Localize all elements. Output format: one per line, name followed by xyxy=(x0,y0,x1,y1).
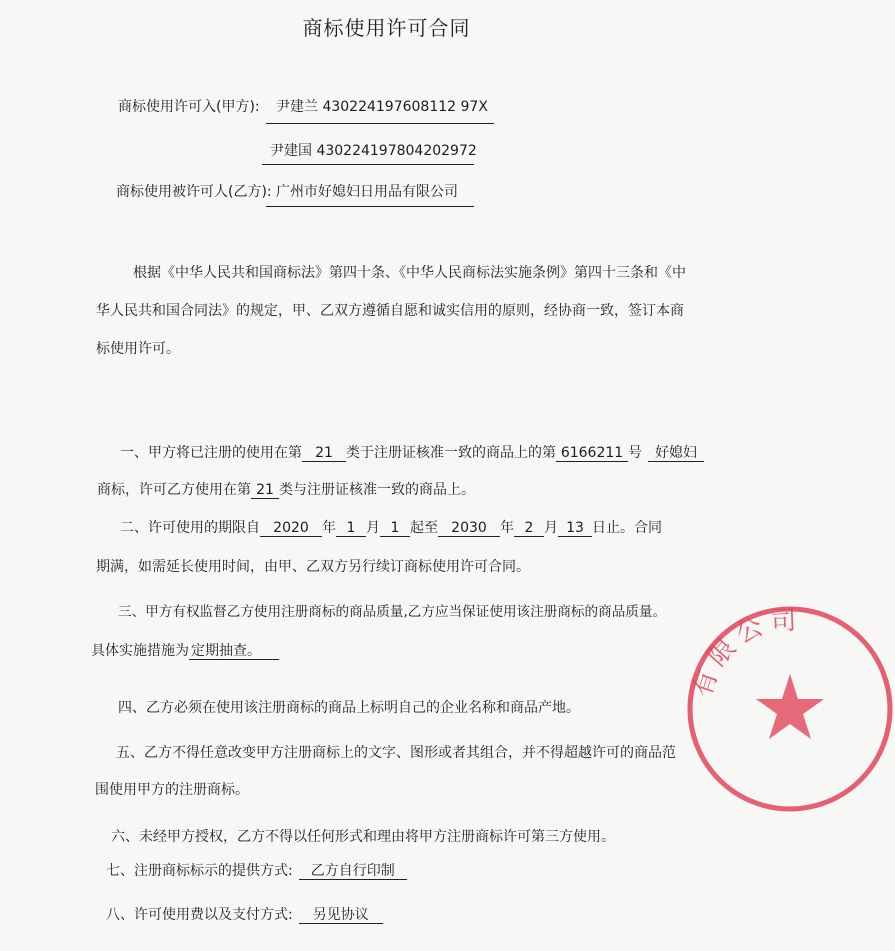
year-label-1: 年 xyxy=(322,520,336,536)
clause-1-text-d: 商标，许可乙方使用在第 xyxy=(97,482,251,498)
end-month-field: 2 xyxy=(514,520,544,537)
month-label-2: 月 xyxy=(544,520,558,536)
marking-method-field: 乙方自行印制 xyxy=(299,863,407,880)
clause-2-end: 日止。合同 xyxy=(592,520,662,536)
seal-text: 有限公司 xyxy=(687,605,803,701)
end-year-field: 2030 xyxy=(438,520,500,537)
licensee-name: 广州市好媳妇日用品有限公司 xyxy=(276,184,458,200)
licensor-1-underline xyxy=(266,123,494,124)
clause-6: 六、未经甲方授权，乙方不得以任何形式和理由将甲方注册商标许可第三方使用。 xyxy=(111,829,615,845)
clause-7 xyxy=(106,860,407,880)
clause-2-text-a: 二、许可使用的期限自 xyxy=(120,520,260,536)
clause-5-line-2: 围使用甲方的注册商标。 xyxy=(95,782,249,798)
licensee-underline xyxy=(266,206,474,207)
trademark-class-field-2: 21 xyxy=(251,482,279,499)
licensee-label: 商标使用被许可人(乙方): xyxy=(116,184,272,200)
licensor-2: 尹建国 430224197804202972 xyxy=(270,143,477,159)
clause-1-text-e: 类与注册证核准一致的商品上。 xyxy=(279,482,475,498)
svg-text:有限公司 xyxy=(687,605,803,700)
clause-8 xyxy=(106,904,383,924)
clause-7-text-a: 七、注册商标标示的提供方式: xyxy=(106,863,293,879)
clause-3-line-2 xyxy=(91,640,279,660)
year-label-2: 年 xyxy=(500,520,514,536)
clause-3-line-1: 三、甲方有权监督乙方使用注册商标的商品质量,乙方应当保证使用该注册商标的商品质量。 xyxy=(118,604,667,620)
company-seal xyxy=(685,604,895,814)
start-month-field: 1 xyxy=(336,520,366,537)
trademark-class-field: 21 xyxy=(302,445,346,462)
licensor-1: 尹建兰 430224197608112 97X xyxy=(276,99,488,115)
licensor-label: 商标使用许可入(甲方): xyxy=(118,99,260,115)
preamble-line-1: 根据《中华人民共和国商标法》第四十条、《中华人民商标法实施条例》第四十三条和《中 xyxy=(133,265,686,281)
clause-4: 四、乙方必须在使用该注册商标的商品上标明自己的企业名称和商品产地。 xyxy=(118,700,580,716)
licensor-2-underline xyxy=(262,164,474,165)
payment-method-field: 另见协议 xyxy=(299,907,383,924)
brand-name-field: 好媳妇 xyxy=(648,445,704,462)
preamble-line-3: 标使用许可。 xyxy=(96,341,180,357)
preamble-line-2: 华人民共和国合同法》的规定，甲、乙双方遵循自愿和诚实信用的原则，经协商一致，签订本商 xyxy=(96,303,684,319)
clause-3-text-a: 具体实施措施为 xyxy=(91,643,189,659)
clause-1-line-1 xyxy=(120,442,704,462)
clause-1-line-2 xyxy=(97,479,475,499)
end-day-field: 13 xyxy=(558,520,592,537)
clause-1-text-a: 一、甲方将已注册的使用在第 xyxy=(120,445,302,461)
month-label-1: 月 xyxy=(366,520,380,536)
document-title: 商标使用许可合同 xyxy=(302,16,471,40)
implementation-measure-field: 定期抽查。 xyxy=(189,643,279,660)
clause-2-line-2: 期满，如需延长使用时间，由甲、乙双方另行续订商标使用许可合同。 xyxy=(96,559,530,575)
start-year-field: 2020 xyxy=(260,520,322,537)
clause-5-line-1: 五、乙方不得任意改变甲方注册商标上的文字、图形或者其组合，并不得超越许可的商品范 xyxy=(116,745,676,761)
clause-1-text-b: 类于注册证核准一致的商品上的第 xyxy=(346,445,556,461)
clause-2-line-1 xyxy=(120,517,662,537)
clause-2-mid: 起至 xyxy=(410,520,438,536)
start-day-field: 1 xyxy=(380,520,410,537)
clause-8-text-a: 八、许可使用费以及支付方式: xyxy=(106,907,293,923)
registration-number-field: 6166211 xyxy=(556,445,628,462)
clause-1-text-c: 号 xyxy=(628,445,642,461)
